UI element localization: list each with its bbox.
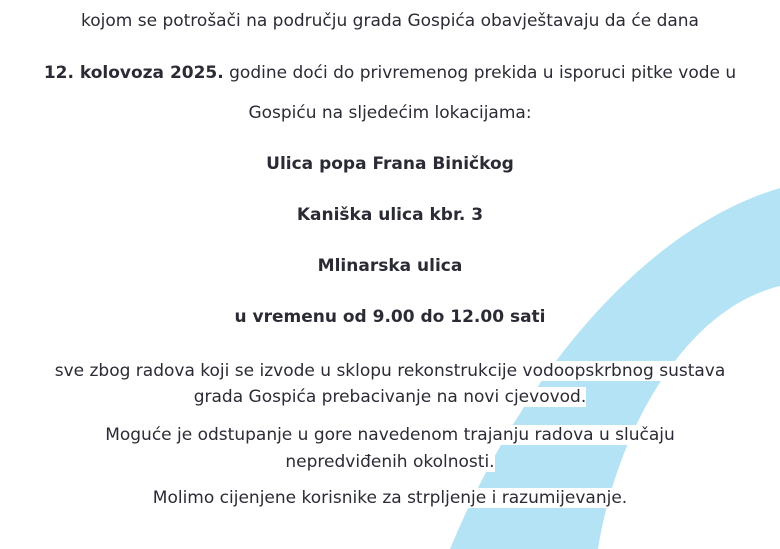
time-window: u vremenu od 9.00 do 12.00 sati — [234, 307, 546, 327]
date-continuation-text: godine doći do privremenog prekida u isporuci pitke vode u — [223, 63, 737, 83]
intro-line — [0, 9, 780, 33]
locations-intro-line — [0, 101, 780, 125]
date-line — [0, 61, 780, 85]
intro-text: kojom se potrošači na području grada Gospića obavještavaju da će dana — [81, 11, 699, 31]
deviation-line — [0, 423, 780, 447]
locations-intro-text: Gospiću na sljedećim lokacijama: — [248, 103, 532, 123]
deviation-line — [0, 450, 780, 474]
location-name: Kaniška ulica kbr. 3 — [296, 205, 484, 225]
reason-text: grada Gospića prebacivanje na novi cjevovod. — [193, 387, 587, 407]
reason-line — [0, 359, 780, 383]
time-window-line — [0, 305, 780, 329]
reason-text: sve zbog radova koji se izvode u sklopu rekonstrukcije vodoopskrbnog sustava — [54, 361, 726, 381]
location-item — [0, 254, 780, 278]
location-item — [0, 203, 780, 227]
deviation-text: Moguće je odstupanje u gore navedenom trajanju radova u slučaju — [105, 425, 675, 445]
reason-line — [0, 385, 780, 409]
interruption-date: 12. kolovoza 2025. — [43, 63, 224, 83]
deviation-text: nepredviđenih okolnosti. — [285, 452, 495, 472]
location-name: Ulica popa Frana Biničkog — [266, 154, 514, 174]
location-item — [0, 152, 780, 176]
closing-text: Molimo cijenjene korisnike za strpljenje i razumijevanje. — [152, 488, 628, 508]
closing-line — [0, 486, 780, 510]
location-name: Mlinarska ulica — [317, 256, 463, 276]
